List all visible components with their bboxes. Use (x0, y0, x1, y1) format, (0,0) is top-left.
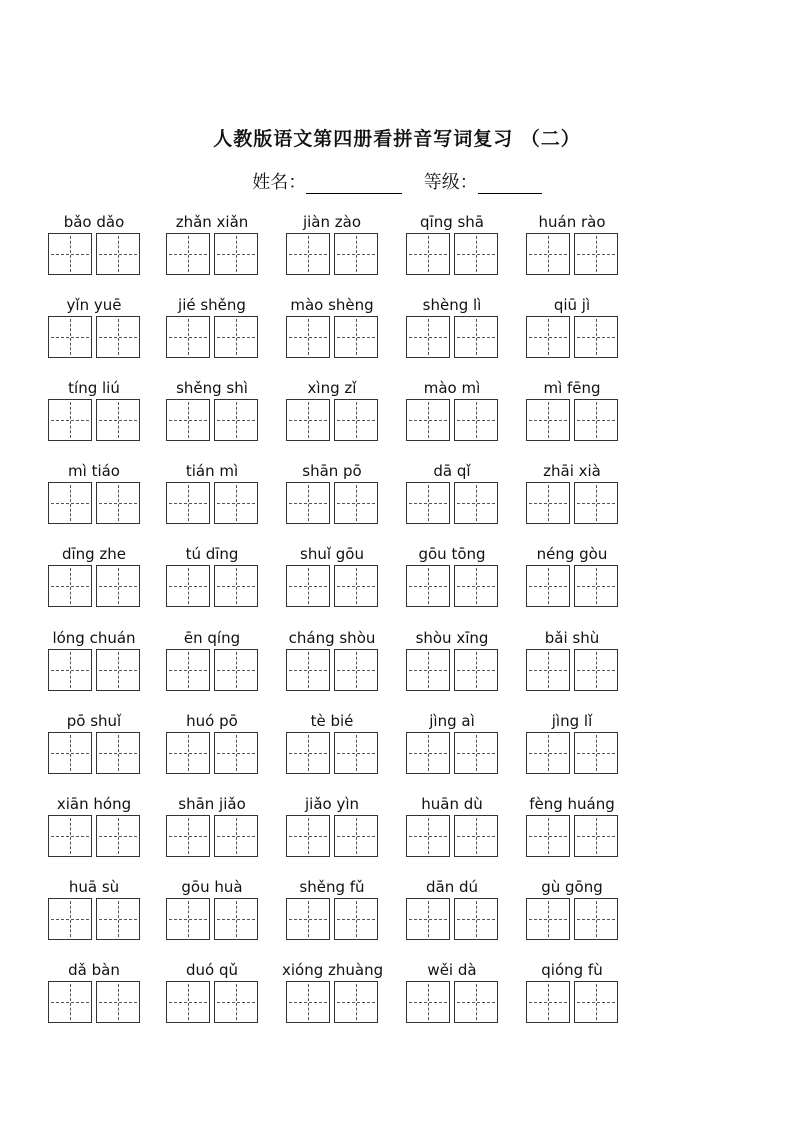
tianzige-cell[interactable] (96, 898, 140, 940)
writing-grid (48, 815, 140, 857)
pinyin-label: mì fēng (543, 379, 601, 397)
tianzige-cell[interactable] (526, 898, 570, 940)
tianzige-cell[interactable] (48, 316, 92, 358)
writing-grid (166, 399, 258, 441)
tianzige-cell[interactable] (96, 316, 140, 358)
pinyin-label: zhāi xià (543, 462, 601, 480)
writing-grid (286, 981, 378, 1023)
tianzige-cell[interactable] (166, 732, 210, 774)
tianzige-cell[interactable] (334, 399, 378, 441)
tianzige-cell[interactable] (286, 732, 330, 774)
tianzige-cell[interactable] (214, 316, 258, 358)
page-title: 人教版语文第四册看拼音写词复习 （二） (213, 128, 581, 150)
tianzige-cell[interactable] (574, 981, 618, 1023)
pinyin-label: shòu xīng (415, 629, 489, 647)
tianzige-cell[interactable] (96, 482, 140, 524)
tianzige-cell[interactable] (526, 732, 570, 774)
pinyin-label: zhǎn xiǎn (175, 213, 249, 231)
tianzige-cell[interactable] (96, 815, 140, 857)
writing-grid (286, 482, 378, 524)
writing-grid (286, 815, 378, 857)
writing-grid (286, 316, 378, 358)
writing-grid (166, 649, 258, 691)
tianzige-cell[interactable] (96, 233, 140, 275)
tianzige-cell[interactable] (96, 732, 140, 774)
pinyin-label: huán rào (538, 213, 606, 231)
tianzige-cell[interactable] (526, 233, 570, 275)
tianzige-cell[interactable] (574, 565, 618, 607)
pinyin-label: huā sù (68, 878, 120, 896)
grade-label: 等级： (423, 172, 478, 193)
writing-grid (406, 981, 498, 1023)
writing-grid (286, 898, 378, 940)
tianzige-cell[interactable] (286, 482, 330, 524)
pinyin-label: dīng zhe (61, 545, 127, 563)
tianzige-cell[interactable] (526, 815, 570, 857)
pinyin-label: gù gōng (541, 878, 603, 896)
writing-grid (526, 233, 618, 275)
tianzige-cell[interactable] (286, 981, 330, 1023)
pinyin-label: duó qǔ (185, 961, 238, 979)
tianzige-cell[interactable] (96, 649, 140, 691)
pinyin-label: qīng shā (420, 213, 484, 231)
tianzige-cell[interactable] (48, 565, 92, 607)
tianzige-cell[interactable] (526, 482, 570, 524)
pinyin-label: huó pō (186, 712, 238, 730)
tianzige-cell[interactable] (214, 399, 258, 441)
pinyin-label: jìng aì (429, 712, 475, 730)
writing-grid (406, 732, 498, 774)
tianzige-cell[interactable] (96, 399, 140, 441)
tianzige-cell[interactable] (574, 732, 618, 774)
tianzige-cell[interactable] (166, 815, 210, 857)
tianzige-cell[interactable] (166, 316, 210, 358)
pinyin-label: bǎi shù (544, 629, 600, 647)
pinyin-label: gōu huà (181, 878, 243, 896)
tianzige-cell[interactable] (334, 649, 378, 691)
writing-grid (166, 732, 258, 774)
writing-grid (48, 482, 140, 524)
pinyin-label: jìng lǐ (551, 712, 593, 730)
tianzige-cell[interactable] (334, 898, 378, 940)
tianzige-cell[interactable] (214, 815, 258, 857)
tianzige-cell[interactable] (286, 815, 330, 857)
tianzige-cell[interactable] (214, 233, 258, 275)
tianzige-cell[interactable] (454, 233, 498, 275)
pinyin-label: shān jiǎo (178, 795, 246, 813)
pinyin-label: qiū jì (553, 296, 591, 314)
pinyin-label: néng gòu (536, 545, 608, 563)
tianzige-cell[interactable] (334, 981, 378, 1023)
tianzige-cell[interactable] (286, 649, 330, 691)
writing-grid (406, 233, 498, 275)
tianzige-cell[interactable] (286, 898, 330, 940)
tianzige-cell[interactable] (574, 815, 618, 857)
tianzige-cell[interactable] (286, 565, 330, 607)
writing-grid (48, 316, 140, 358)
writing-grid (406, 316, 498, 358)
writing-grid (166, 482, 258, 524)
tianzige-cell[interactable] (214, 898, 258, 940)
tianzige-cell[interactable] (214, 732, 258, 774)
pinyin-label: yǐn yuē (66, 296, 122, 314)
writing-grid (48, 732, 140, 774)
pinyin-label: huān dù (421, 795, 483, 813)
tianzige-cell[interactable] (454, 898, 498, 940)
pinyin-label: mào shèng (290, 296, 374, 314)
tianzige-cell[interactable] (334, 732, 378, 774)
writing-grid (166, 898, 258, 940)
writing-grid (286, 233, 378, 275)
tianzige-cell[interactable] (574, 898, 618, 940)
name-label: 姓名： (252, 172, 307, 193)
tianzige-cell[interactable] (406, 649, 450, 691)
pinyin-label: fèng huáng (529, 795, 615, 813)
pinyin-label: xìng zǐ (307, 379, 357, 397)
tianzige-cell[interactable] (406, 482, 450, 524)
tianzige-cell[interactable] (286, 316, 330, 358)
tianzige-cell[interactable] (48, 399, 92, 441)
writing-grid (406, 399, 498, 441)
tianzige-cell[interactable] (334, 316, 378, 358)
tianzige-cell[interactable] (406, 399, 450, 441)
tianzige-cell[interactable] (48, 649, 92, 691)
pinyin-label: bǎo dǎo (63, 213, 125, 231)
pinyin-label: dān dú (425, 878, 479, 896)
writing-grid (526, 565, 618, 607)
pinyin-label: dǎ bàn (68, 961, 120, 979)
tianzige-cell[interactable] (48, 732, 92, 774)
writing-grid (166, 316, 258, 358)
writing-grid (166, 233, 258, 275)
writing-grid (526, 815, 618, 857)
tianzige-cell[interactable] (48, 482, 92, 524)
tianzige-cell[interactable] (96, 981, 140, 1023)
pinyin-label: shuǐ gōu (300, 545, 364, 563)
writing-grid (526, 649, 618, 691)
writing-grid (406, 898, 498, 940)
tianzige-cell[interactable] (406, 565, 450, 607)
writing-grid (48, 233, 140, 275)
tianzige-cell[interactable] (96, 565, 140, 607)
tianzige-cell[interactable] (454, 732, 498, 774)
tianzige-cell[interactable] (526, 565, 570, 607)
pinyin-label: wěi dà (427, 961, 477, 979)
tianzige-cell[interactable] (166, 399, 210, 441)
pinyin-label: jiàn zào (302, 213, 362, 231)
tianzige-cell[interactable] (214, 482, 258, 524)
tianzige-cell[interactable] (166, 482, 210, 524)
tianzige-cell[interactable] (166, 981, 210, 1023)
tianzige-cell[interactable] (526, 649, 570, 691)
tianzige-cell[interactable] (454, 316, 498, 358)
tianzige-cell[interactable] (48, 898, 92, 940)
pinyin-label: shěng shì (176, 379, 248, 397)
tianzige-cell[interactable] (286, 399, 330, 441)
tianzige-cell[interactable] (166, 565, 210, 607)
tianzige-cell[interactable] (454, 482, 498, 524)
tianzige-cell[interactable] (574, 482, 618, 524)
pinyin-label: tè bié (310, 712, 354, 730)
tianzige-cell[interactable] (454, 981, 498, 1023)
pinyin-label: pō shuǐ (66, 712, 122, 730)
tianzige-cell[interactable] (286, 233, 330, 275)
pinyin-label: tú dīng (185, 545, 239, 563)
writing-grid (286, 565, 378, 607)
pinyin-label: dā qǐ (433, 462, 471, 480)
writing-grid (526, 898, 618, 940)
writing-grid (406, 649, 498, 691)
pinyin-label: xiān hóng (56, 795, 132, 813)
writing-grid (286, 649, 378, 691)
tianzige-cell[interactable] (574, 649, 618, 691)
pinyin-label: xióng zhuàng (282, 961, 384, 979)
tianzige-cell[interactable] (334, 482, 378, 524)
writing-grid (48, 649, 140, 691)
pinyin-label: ēn qíng (183, 629, 241, 647)
tianzige-cell[interactable] (526, 316, 570, 358)
tianzige-cell[interactable] (406, 732, 450, 774)
writing-grid (286, 732, 378, 774)
writing-grid (526, 732, 618, 774)
pinyin-label: tíng liú (68, 379, 120, 397)
writing-grid (166, 981, 258, 1023)
tianzige-cell[interactable] (166, 898, 210, 940)
tianzige-cell[interactable] (214, 649, 258, 691)
pinyin-label: shān pō (302, 462, 362, 480)
tianzige-cell[interactable] (334, 565, 378, 607)
tianzige-cell[interactable] (406, 981, 450, 1023)
tianzige-cell[interactable] (166, 233, 210, 275)
pinyin-label: cháng shòu (288, 629, 376, 647)
tianzige-cell[interactable] (214, 565, 258, 607)
writing-grid (48, 898, 140, 940)
tianzige-cell[interactable] (48, 815, 92, 857)
writing-grid (526, 482, 618, 524)
tianzige-cell[interactable] (334, 233, 378, 275)
tianzige-cell[interactable] (454, 815, 498, 857)
pinyin-label: lóng chuán (52, 629, 136, 647)
writing-grid (406, 815, 498, 857)
tianzige-cell[interactable] (574, 399, 618, 441)
pinyin-label: mào mì (423, 379, 481, 397)
tianzige-cell[interactable] (406, 815, 450, 857)
tianzige-cell[interactable] (574, 233, 618, 275)
writing-grid (526, 316, 618, 358)
tianzige-cell[interactable] (526, 399, 570, 441)
tianzige-cell[interactable] (454, 565, 498, 607)
pinyin-label: shèng lì (422, 296, 482, 314)
tianzige-cell[interactable] (454, 649, 498, 691)
writing-grid (166, 565, 258, 607)
tianzige-cell[interactable] (48, 233, 92, 275)
pinyin-label: gōu tōng (418, 545, 486, 563)
tianzige-cell[interactable] (214, 981, 258, 1023)
tianzige-cell[interactable] (166, 649, 210, 691)
writing-grid (286, 399, 378, 441)
tianzige-cell[interactable] (48, 981, 92, 1023)
tianzige-cell[interactable] (574, 316, 618, 358)
tianzige-cell[interactable] (526, 981, 570, 1023)
tianzige-cell[interactable] (406, 898, 450, 940)
pinyin-label: qióng fù (541, 961, 603, 979)
writing-grid (48, 399, 140, 441)
pinyin-label: shěng fǔ (299, 878, 365, 896)
tianzige-cell[interactable] (406, 316, 450, 358)
tianzige-cell[interactable] (406, 233, 450, 275)
writing-grid (406, 482, 498, 524)
writing-grid (526, 399, 618, 441)
tianzige-cell[interactable] (454, 399, 498, 441)
writing-grid (166, 815, 258, 857)
writing-grid (526, 981, 618, 1023)
tianzige-cell[interactable] (334, 815, 378, 857)
writing-grid (48, 981, 140, 1023)
pinyin-label: jié shěng (178, 296, 246, 314)
pinyin-label: jiǎo yìn (304, 795, 360, 813)
pinyin-label: mì tiáo (68, 462, 120, 480)
pinyin-label: tián mì (185, 462, 239, 480)
writing-grid (406, 565, 498, 607)
writing-grid (48, 565, 140, 607)
